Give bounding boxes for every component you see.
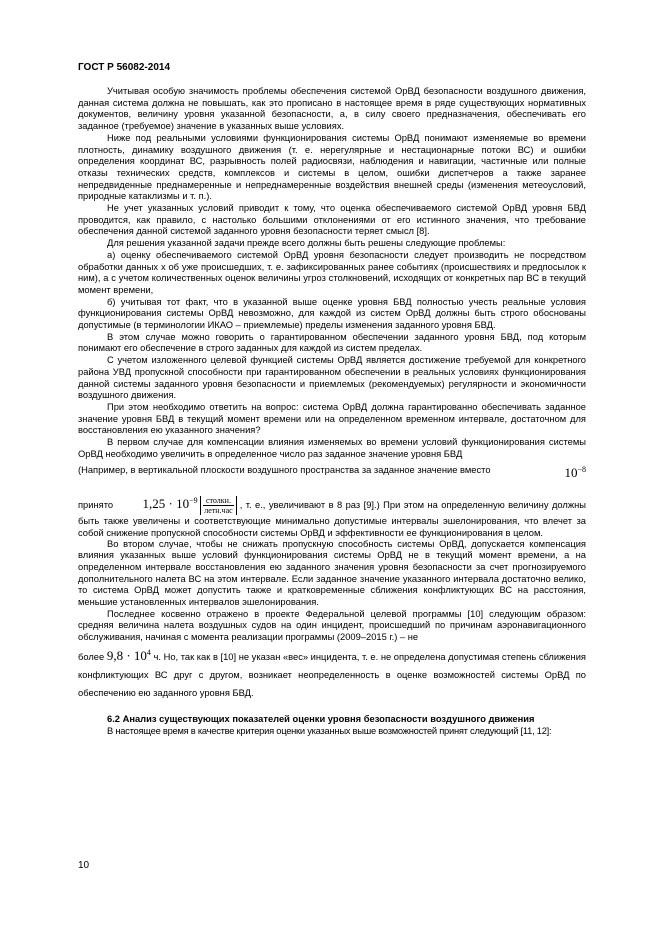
- paragraph: В этом случае можно говорить о гарантированном обеспечении заданного уровня БВД, под которым понимают его обеспечение в строго заданных для каждой из систем пределах.: [78, 331, 586, 354]
- paragraph: В первом случае для компенсации влияния изменяемых во времени условий функционирования системы ОрВД необходимо увеличить в определенное число раз заданное значение уровня БВД: [78, 437, 586, 459]
- list-item-a: а) оценку обеспечиваемого системой ОрВД уровня безопасности следует производить не посредством обработки данных х об уже происшедших, т. е. зафиксированных ранее событиях (происшествиях и предпосылок к ним), а с учетом количественных оценок величины угроз столкновений, исходящих от конкретных пар ВС в текущий момент времени,: [78, 249, 586, 295]
- formula-coefficient: 1,25 · 10: [142, 495, 190, 511]
- formula-adopted-rate: [143, 495, 240, 515]
- fraction-denominator: летн.час: [204, 505, 233, 515]
- paragraph: Не учет указанных условий приводит к тому, что оценка обеспечиваемого системой ОрВД уровня БВД проводится, как правило, с настолько большими отклонениями от его истинного значения, что требование обеспечения данной системой заданного уровня безопасности теряет смысл [8].: [78, 203, 586, 237]
- paragraph-with-formula: [78, 461, 586, 479]
- paragraph-text: ч. Но, так как в [10] не указан «вес» инцидента, т. е. не определена допустимая степень сближения конфликтующих ВС друг с другом, возникает неопределенность в оценке возможностей системы ОрВД по обеспечению ею заданного уровня БВД.: [78, 651, 586, 698]
- formula-base: 10: [564, 464, 578, 480]
- paragraph: Во втором случае, чтобы не снижать пропускную способность системы ОрВД, допускается компенсация влияния указанных выше условий функционирования системы ОрВД не в текущий момент времени, а на определенном интервале восстановления ею заданного значения уровня безопасности за счет прогнозируемого дополнительного налета ВС на этом интервале. Если заданное значение указанного интервала достаточно велико, то система ОрВД может допустить также и кратковременные сближения конфликтующих ВС на расстояния, меньшие установленных интервалов эшелонирования.: [78, 538, 586, 608]
- list-item-b: б) учитывая тот факт, что в указанной выше оценке уровня БВД полностью учесть реальные условия функционирования системы ОрВД невозможно, для каждой из систем ОрВД должны быть строго обоснованы допустимые (в терминологии ИКАО – приемлемые) пределы изменения заданного уровня БВД.: [78, 296, 586, 331]
- paragraph-text: принято: [78, 499, 114, 510]
- document-header: ГОСТ Р 56082-2014: [78, 62, 171, 73]
- paragraph: При этом необходимо ответить на вопрос: система ОрВД должна гарантированно обеспечивать заданное значение уровня БВД в текущий момент времени или на определенном временном интервале, достаточном для восстановления ею указанного значения?: [78, 401, 586, 436]
- formula-exponent: −8: [577, 464, 586, 474]
- formula-exponent: 4: [146, 647, 151, 657]
- paragraph-with-formula: [78, 644, 586, 702]
- document-body: [78, 86, 586, 737]
- paragraph: Ниже под реальными условиями функционирования системы ОрВД понимают изменяемые во времени плотность, динамику воздушного движения (т. е. нерегулярные и нестационарные потоки ВС) и ошибки определения координат ВС, разрывность полей радиосвязи, наблюдения и навигации, частичные или полные отказы технических средств, комплексов и системы в целом, ошибки диспетчеров а также заранее непредвиденные преднамеренные и непреднамеренные воздействия внешней среды (изменения метеоусловий, природные катаклизмы и т. п.).: [78, 132, 586, 202]
- formula-flight-hours: [107, 648, 151, 663]
- paragraph: Последнее косвенно отражено в проекте Федеральной целевой программы [10] следующим образом: средняя величина налета воздушных судов на один инцидент, происшедший по причинам аэронавигационного обслуживания, начиная с момента реализации программы (2009–2015 г.) – не: [78, 608, 586, 643]
- paragraph: В настоящее время в качестве критерия оценки указанных выше возможностей принят следующий [11, 12]:: [107, 725, 552, 736]
- section-heading: 6.2 Анализ существующих показателей оценки уровня безопасности воздушного движения: [107, 713, 535, 724]
- paragraph-with-formula: [78, 479, 586, 539]
- paragraph: Для решения указанной задачи прежде всего должны быть решены следующие проблемы:: [107, 238, 506, 249]
- formula-unit-fraction: [200, 496, 236, 515]
- formula-exponent: −9: [189, 495, 198, 505]
- paragraph-text: (Например, в вертикальной плоскости воздушного пространства за заданное значение вместо: [78, 464, 491, 475]
- paragraph-text: , т. е., увеличивают в 8 раз [9].) При этом на определенную величину должны быть также увеличены и соответствующие минимально допустимые интервалы эшелонирования, что влечет за собой снижение пропускной способности системы ОрВД и эффективности ее функционирования в целом.: [78, 499, 586, 538]
- page-number: 10: [78, 860, 90, 871]
- formula-coefficient: 9,8 · 10: [106, 647, 147, 663]
- paragraph: Учитывая особую значимость проблемы обеспечения системой ОрВД безопасности воздушного движения, данная система должна не повышать, как это прописано в настоящее время в ряде существующих нормативных документов, величину уровня указанной безопасности, а, в силу своего предназначения, обеспечивать его заданное (требуемое) значение в указанных выше условиях.: [78, 86, 586, 132]
- fraction-numerator: столкн.: [203, 496, 233, 506]
- paragraph: С учетом изложенного целевой функцией системы ОрВД является достижение требуемой для конкретного района УВД пропускной способности при гарантированном обеспечении в реальных условиях функционирования данной системы заданного уровня безопасности и приемлемых (рекомендуемых) регулярности и экономичности воздушного движения.: [78, 355, 586, 401]
- paragraph-text: более: [78, 651, 105, 662]
